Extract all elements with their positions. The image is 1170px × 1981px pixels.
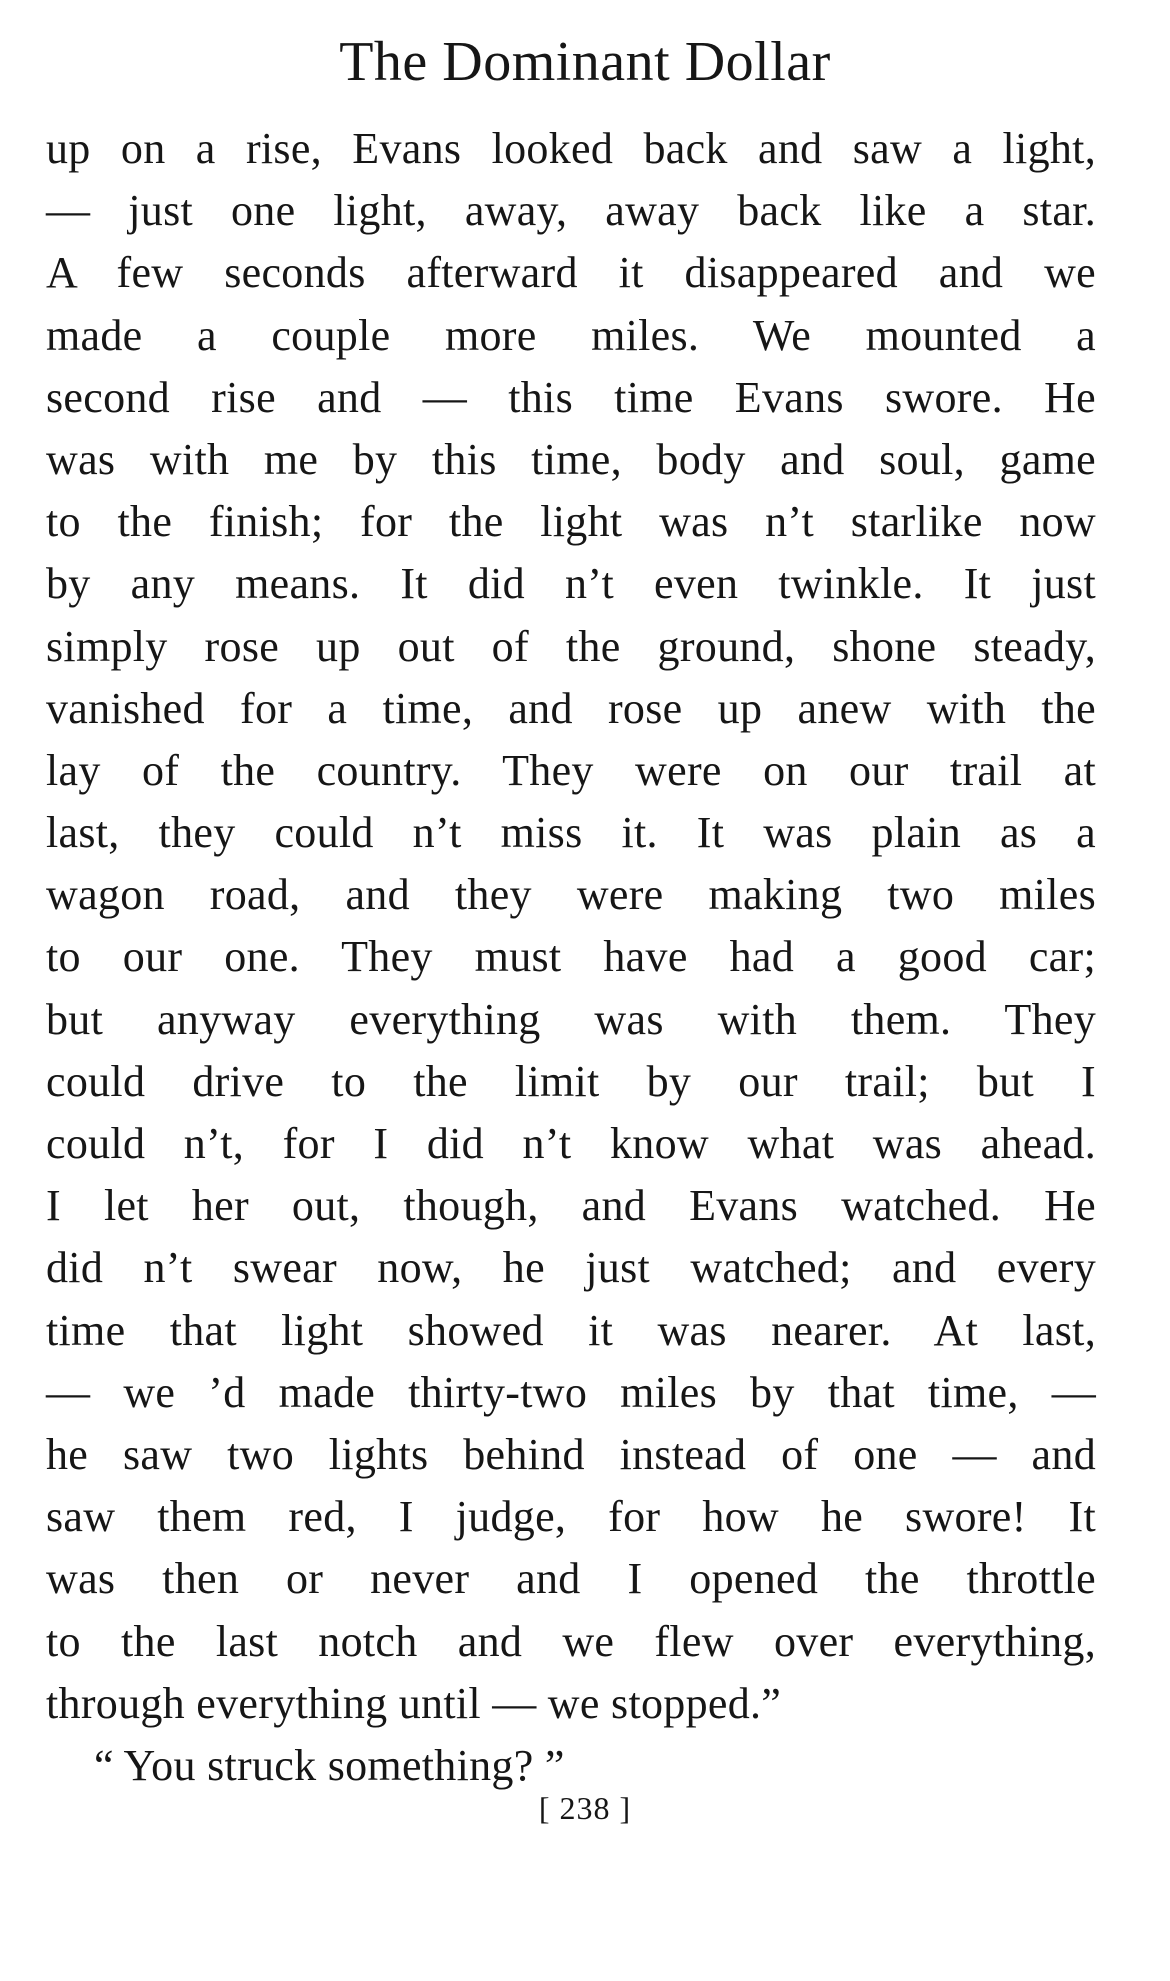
text-line: second rise and — this time Evans swore. He xyxy=(46,372,1096,422)
text-line: wagon road, and they were making two miles xyxy=(46,870,1096,920)
body-text xyxy=(46,118,1096,1797)
text-line: was then or never and I opened the throttle xyxy=(46,1554,1096,1604)
text-line: simply rose up out of the ground, shone steady, xyxy=(46,621,1096,671)
text-line: A few seconds afterward it disappeared and we xyxy=(46,248,1096,298)
page-number: [ 238 ] xyxy=(538,1790,632,1826)
text-line: up on a rise, Evans looked back and saw a light, xyxy=(46,124,1096,173)
text-line: made a couple more miles. We mounted a xyxy=(46,310,1096,360)
text-line: to our one. They must have had a good car; xyxy=(46,932,1096,982)
text-line: — just one light, away, away back like a star. xyxy=(46,186,1096,236)
text-line: I let her out, though, and Evans watched. He xyxy=(46,1181,1096,1231)
text-line: to the last notch and we flew over everything, xyxy=(46,1616,1096,1666)
text-line: was with me by this time, body and soul, game xyxy=(46,434,1096,484)
text-line: vanished for a time, and rose up anew with the xyxy=(46,683,1096,733)
text-line: through everything until — we stopped.” xyxy=(46,1678,782,1728)
text-line: but anyway everything was with them. They xyxy=(46,994,1096,1044)
text-line: did n’t swear now, he just watched; and every xyxy=(46,1243,1096,1293)
dialogue-line: “ You struck something? ” xyxy=(94,1740,565,1790)
running-title: The Dominant Dollar xyxy=(339,31,831,93)
text-line: could drive to the limit by our trail; but I xyxy=(46,1056,1096,1106)
text-line: lay of the country. They were on our trail at xyxy=(46,745,1096,795)
text-line: could n’t, for I did n’t know what was ahead. xyxy=(46,1119,1096,1168)
text-line: he saw two lights behind instead of one — and xyxy=(46,1429,1096,1479)
text-line: to the finish; for the light was n’t starlike now xyxy=(46,497,1096,547)
text-line: last, they could n’t miss it. It was plain as a xyxy=(46,808,1096,858)
text-line: — we ’d made thirty-two miles by that time, — xyxy=(46,1367,1096,1417)
text-line: saw them red, I judge, for how he swore! It xyxy=(46,1492,1096,1542)
text-line: by any means. It did n’t even twinkle. It just xyxy=(46,559,1096,609)
text-line: time that light showed it was nearer. At last, xyxy=(46,1305,1096,1355)
